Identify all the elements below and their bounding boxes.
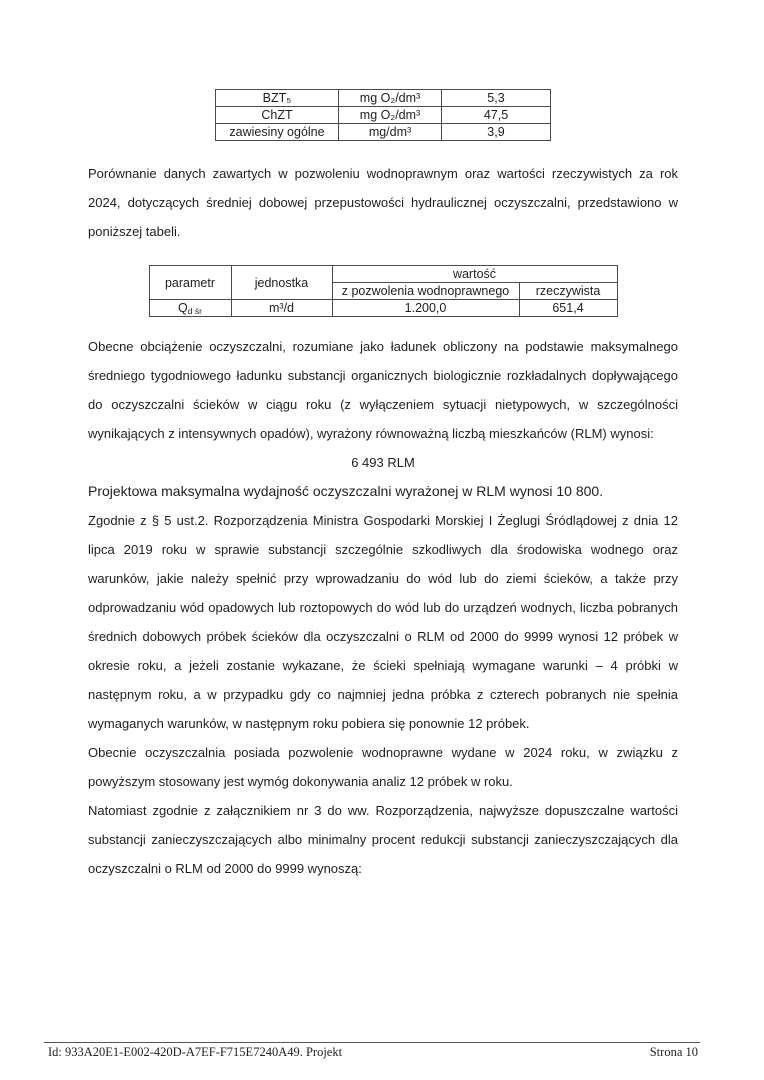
unit-cell: mg/dm³ (339, 124, 442, 141)
paragraph-annex: Natomiast zgodnie z załącznikiem nr 3 do ww. Rozporządzenia, najwyższe dopuszczalne wartości substancji zanieczyszczających albo minimalny procent redukcji substancji zanieczyszczających dla oczyszczalni o RLM od 2000 do 9999 wynoszą: (88, 803, 678, 876)
paragraph-regulation: Zgodnie z § 5 ust.2. Rozporządzenia Ministra Gospodarki Morskiej I Żeglugi Śródlądowej z dnia 12 lipca 2019 roku w sprawie substancji szczególnie szkodliwych dla środowiska wodnego oraz warunków, jakie należy spełnić przy wprowadzaniu do wód lub do ziemi ścieków, a także przy odprowadzaniu wód opadowych lub roztopowych do wód lub do urządzeń wodnych, liczba pobranych średnich dobowych próbek ścieków dla oczyszczalni o RLM od 2000 do 9999 wynosi 12 próbek w okresie roku, a jeżeli zostanie wykazane, że ścieki spełniają wymagane warunki – 4 próbki w następnym roku, a w przypadku gdy co najmniej jedna próbka z czterech pobranych nie spełnia wymaganych warunków, w następnym roku pobiera się ponownie 12 próbek. (88, 513, 678, 731)
unit-cell: m³/d (231, 300, 332, 317)
design-capacity-line: Projektowa maksymalna wydajność oczyszczalni wyrażonej w RLM wynosi 10 800. (88, 483, 604, 499)
rlm-value-line: 6 493 RLM (351, 455, 415, 470)
table-data-row (149, 300, 617, 317)
page-footer (44, 1042, 700, 1060)
param-cell: ChZT (216, 107, 339, 124)
value-cell: 5,3 (442, 90, 551, 107)
param-cell: BZT₅ (216, 90, 339, 107)
hydraulic-capacity-table (149, 265, 618, 317)
table-row (216, 90, 551, 107)
param-subscript: d śr (187, 306, 202, 316)
value-cell: 3,9 (442, 124, 551, 141)
paragraph-permit: Obecnie oczyszczalnia posiada pozwolenie wodnoprawne wydane w 2024 roku, w związku z powyższym stosowany jest wymóg dokonywania analiz 12 próbek w roku. (88, 745, 678, 789)
header-param: parametr (149, 266, 231, 300)
table-header-row (149, 266, 617, 283)
page-number: Strona 10 (649, 1045, 698, 1059)
header-permit-value: z pozwolenia wodnoprawnego (332, 283, 519, 300)
table-row (216, 124, 551, 141)
unit-cell: mg O₂/dm³ (339, 107, 442, 124)
effluent-results-table (215, 89, 551, 141)
footer-row (44, 1043, 700, 1060)
paragraph-load: Obecne obciążenie oczyszczalni, rozumiane jako ładunek obliczony na podstawie maksymalnego średniego tygodniowego ładunku substancji organicznych biologicznie rozkładalnych dopływającego do oczyszczalni ścieków w ciągu roku (z wyłączeniem sytuacji nietypowych, w szczególności wynikających z intensywnych opadów), wyrażony równoważną liczbą mieszkańców (RLM) wynosi: (88, 339, 678, 441)
document-content (88, 89, 678, 883)
table-row (216, 107, 551, 124)
value-cell: 47,5 (442, 107, 551, 124)
param-cell (149, 300, 231, 317)
unit-cell: mg O₂/dm³ (339, 90, 442, 107)
permit-value-cell: 1.200,0 (332, 300, 519, 317)
param-cell: zawiesiny ogólne (216, 124, 339, 141)
document-id: Id: 933A20E1-E002-420D-A7EF-F715E7240A49. Projekt (48, 1045, 343, 1059)
param-symbol: Q (178, 301, 188, 315)
header-unit: jednostka (231, 266, 332, 300)
actual-value-cell: 651,4 (519, 300, 617, 317)
paragraph-comparison: Porównanie danych zawartych w pozwoleniu wodnoprawnym oraz wartości rzeczywistych za rok 2024, dotyczących średniej dobowej przepustowości hydraulicznej oczyszczalni, przedstawiono w poniższej tabeli. (88, 166, 678, 239)
header-value-group: wartość (332, 266, 617, 283)
header-actual-value: rzeczywista (519, 283, 617, 300)
